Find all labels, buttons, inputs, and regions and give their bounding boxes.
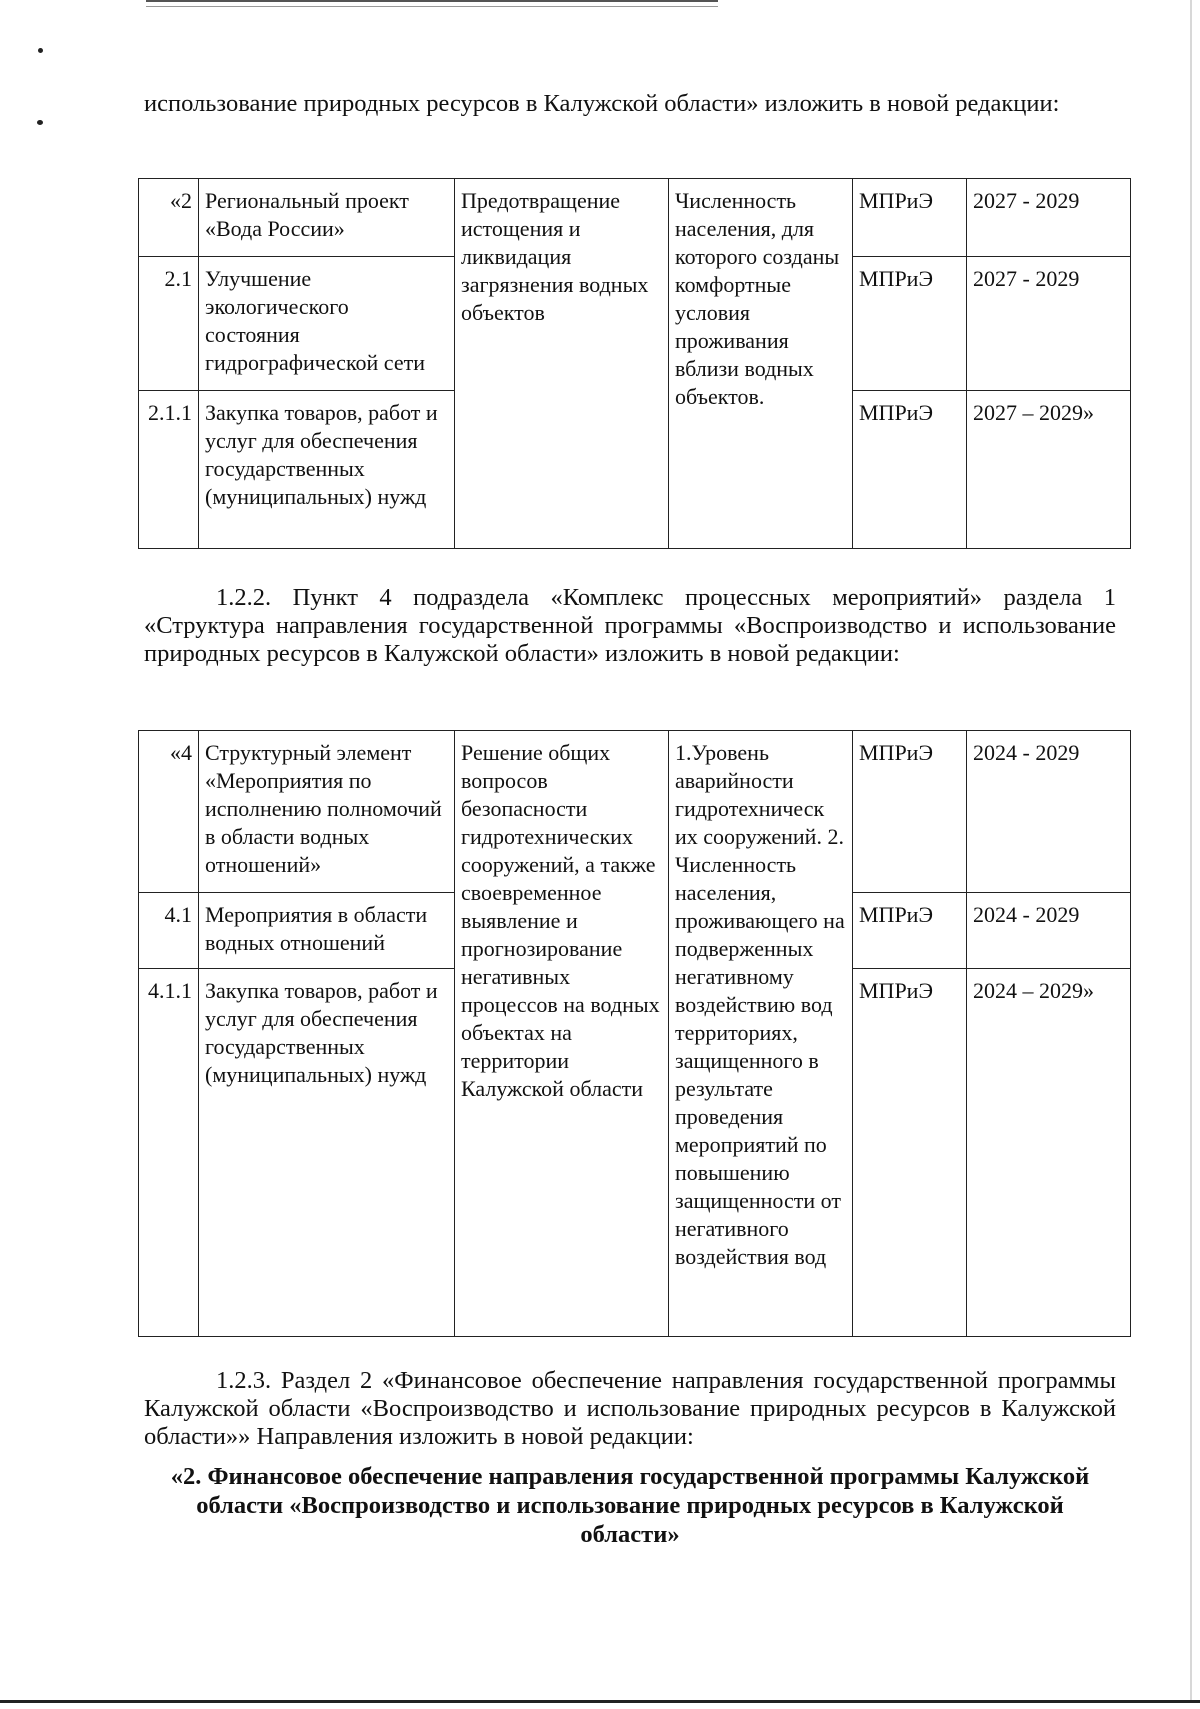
paragraph-1-2-2: 1.2.2. Пункт 4 подраздела «Комплекс процессных мероприятий» раздела 1 «Структура направления государственной программы «Воспроизводство и использование природных ресурсов в Калужской области» изложить в новой редакции: <box>144 584 1116 667</box>
page-edge <box>1190 0 1192 1700</box>
row-number: «2 <box>139 179 199 257</box>
indicator-cell: 1.Уровень аварийности гидротехническ их сооружений. 2. Численность населения, проживающего на подверженных негативному воздействию вод территориях, защищенного в результате проведения мероприятий по повышению защищенности от негативного воздействия вод <box>669 731 853 1337</box>
row-name: Мероприятия в области водных отношений <box>199 893 455 969</box>
table-row <box>139 731 1131 893</box>
table-process-measures <box>138 730 1131 1337</box>
period-cell: 2024 - 2029 <box>967 731 1131 893</box>
table-row <box>139 179 1131 257</box>
row-name: Закупка товаров, работ и услуг для обеспечения государственных (муниципальных) нужд <box>199 391 455 549</box>
row-number: 4.1.1 <box>139 969 199 1337</box>
task-cell: Предотвращение истощения и ликвидация загрязнения водных объектов <box>455 179 669 549</box>
period-cell: 2024 – 2029» <box>967 969 1131 1337</box>
period-cell: 2027 – 2029» <box>967 391 1131 549</box>
period-cell: 2027 - 2029 <box>967 257 1131 391</box>
section-heading: «2. Финансовое обеспечение направления государственной программы Калужской области «Воспроизводство и использование природных ресурсов в Калужской области» <box>170 1463 1090 1548</box>
executor-cell: МПРиЭ <box>853 893 967 969</box>
executor-cell: МПРиЭ <box>853 969 967 1337</box>
table-regional-project <box>138 178 1131 549</box>
period-cell: 2027 - 2029 <box>967 179 1131 257</box>
row-number: «4 <box>139 731 199 893</box>
executor-cell: МПРиЭ <box>853 731 967 893</box>
row-name: Закупка товаров, работ и услуг для обеспечения государственных (муниципальных) нужд <box>199 969 455 1337</box>
row-name: Структурный элемент «Мероприятия по исполнению полномочий в области водных отношений» <box>199 731 455 893</box>
period-cell: 2024 - 2029 <box>967 893 1131 969</box>
row-name: Региональный проект «Вода России» <box>199 179 455 257</box>
executor-cell: МПРиЭ <box>853 257 967 391</box>
indicator-cell: Численность населения, для которого созданы комфортные условия проживания вблизи водных объектов. <box>669 179 853 549</box>
row-name: Улучшение экологического состояния гидрографической сети <box>199 257 455 391</box>
bottom-rule <box>0 1700 1200 1703</box>
top-rule-thin <box>146 6 718 7</box>
scan-mark <box>37 120 43 125</box>
executor-cell: МПРиЭ <box>853 391 967 549</box>
scan-mark <box>38 48 43 53</box>
task-cell: Решение общих вопросов безопасности гидротехнических сооружений, а также своевременное выявление и прогнозирование негативных процессов на водных объектах на территории Калужской области <box>455 731 669 1337</box>
top-rule <box>146 0 718 2</box>
executor-cell: МПРиЭ <box>853 179 967 257</box>
row-number: 2.1.1 <box>139 391 199 549</box>
row-number: 4.1 <box>139 893 199 969</box>
paragraph-1-2-3: 1.2.3. Раздел 2 «Финансовое обеспечение направления государственной программы Калужской области «Воспроизводство и использование природных ресурсов в Калужской области»» Направления изложить в новой редакции: <box>144 1367 1116 1450</box>
intro-paragraph: использование природных ресурсов в Калужской области» изложить в новой редакции: <box>144 90 1060 117</box>
row-number: 2.1 <box>139 257 199 391</box>
